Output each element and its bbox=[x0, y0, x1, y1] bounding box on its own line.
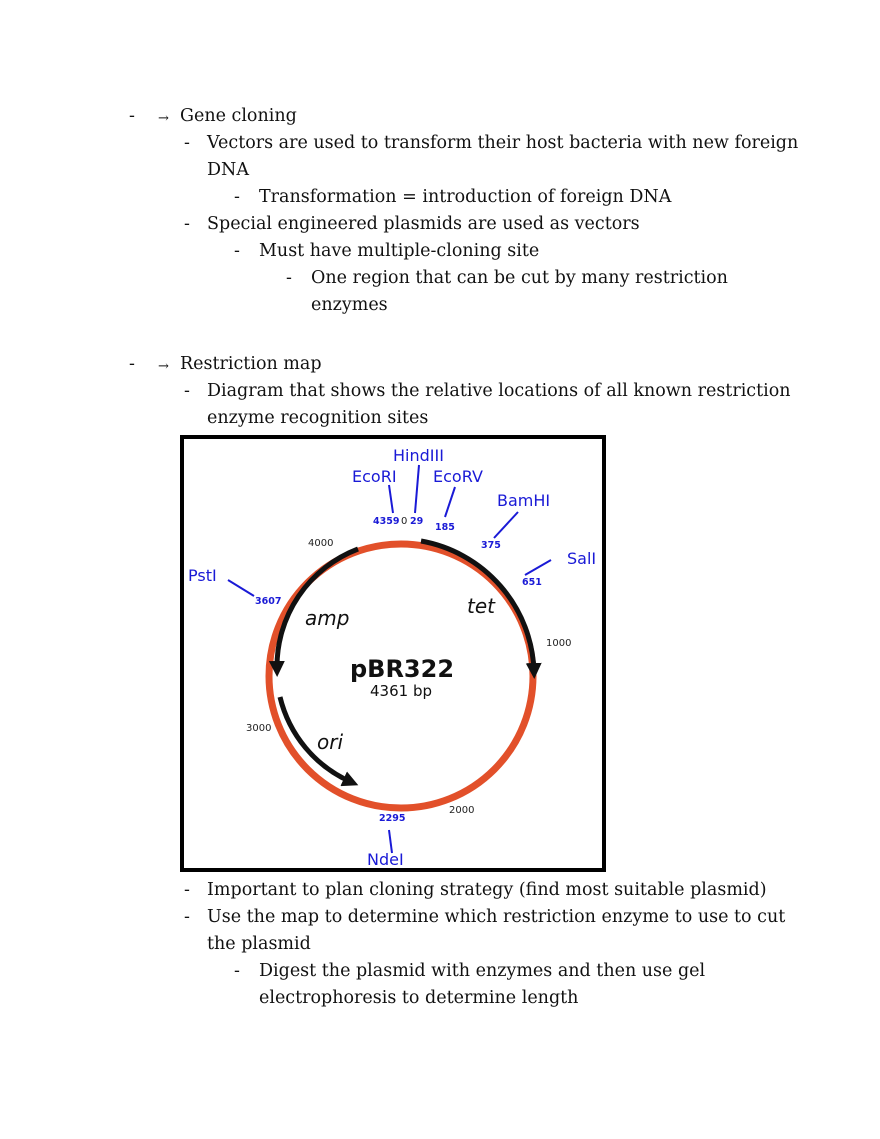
arrow-icon: → bbox=[158, 359, 169, 374]
text-line: Transformation = introduction of foreign DNA bbox=[259, 187, 672, 207]
enzyme-label-ndei: NdeI bbox=[367, 850, 404, 868]
zero-position-label: 0 bbox=[401, 516, 408, 527]
tick-label-1000: 1000 bbox=[546, 638, 572, 649]
ecori-leader bbox=[389, 485, 393, 513]
gene-label-tet: tet bbox=[467, 594, 495, 618]
bullet-dash: - bbox=[234, 187, 240, 207]
text-line: DNA bbox=[207, 160, 249, 180]
bullet-dash: - bbox=[129, 106, 135, 126]
bullet-dash: - bbox=[286, 268, 292, 288]
gene-label-ori: ori bbox=[317, 730, 344, 754]
enzyme-position-ndei: 2295 bbox=[379, 813, 406, 824]
text-line: electrophoresis to determine length bbox=[259, 988, 579, 1008]
enzyme-position-sali: 651 bbox=[522, 577, 542, 588]
ecorv-leader bbox=[445, 487, 455, 517]
text-line: Must have multiple-cloning site bbox=[259, 241, 540, 261]
text-line: the plasmid bbox=[207, 934, 311, 954]
text-line: enzyme recognition sites bbox=[207, 408, 429, 428]
text-line: Important to plan cloning strategy (find most suitable plasmid) bbox=[207, 880, 767, 900]
tick-label-4000: 4000 bbox=[308, 538, 334, 549]
gene-label-amp: amp bbox=[305, 606, 350, 630]
bullet-dash: - bbox=[184, 880, 190, 900]
hindiii-leader bbox=[415, 465, 419, 513]
bullet-dash: - bbox=[234, 961, 240, 981]
text-line: Use the map to determine which restriction enzyme to use to cut bbox=[207, 907, 786, 927]
psti-leader bbox=[228, 580, 254, 596]
text-line: One region that can be cut by many restriction bbox=[311, 268, 728, 288]
enzyme-position-hindiii: 29 bbox=[410, 516, 424, 527]
bullet-dash: - bbox=[184, 214, 190, 234]
enzyme-position-ecorv: 185 bbox=[435, 522, 455, 533]
enzyme-label-ecori: EcoRI bbox=[352, 467, 397, 486]
plasmid-map-diagram bbox=[180, 435, 606, 872]
bullet-dash: - bbox=[184, 907, 190, 927]
enzyme-label-hindiii: HindIII bbox=[393, 446, 444, 465]
text-line: Diagram that shows the relative locations of all known restriction bbox=[207, 381, 791, 401]
bullet-dash: - bbox=[184, 381, 190, 401]
arrow-icon: → bbox=[158, 111, 169, 126]
bullet-dash: - bbox=[129, 354, 135, 374]
enzyme-label-sali: SalI bbox=[567, 549, 597, 568]
enzyme-position-psti: 3607 bbox=[255, 596, 282, 607]
enzyme-label-psti: PstI bbox=[188, 566, 217, 585]
text-line: Digest the plasmid with enzymes and then use gel bbox=[259, 961, 706, 981]
text-line: Special engineered plasmids are used as vectors bbox=[207, 214, 640, 234]
tick-label-3000: 3000 bbox=[246, 723, 272, 734]
text-line: Vectors are used to transform their host bacteria with new foreign bbox=[207, 133, 799, 153]
sali-leader bbox=[525, 560, 551, 575]
enzyme-position-bamhi: 375 bbox=[481, 540, 501, 551]
bamhi-leader bbox=[494, 512, 518, 538]
enzyme-label-ecorv: EcoRV bbox=[433, 467, 483, 486]
tick-label-2000: 2000 bbox=[449, 805, 475, 816]
bullet-dash: - bbox=[184, 133, 190, 153]
section-heading-restriction-map: Restriction map bbox=[180, 354, 322, 374]
plasmid-name: pBR322 bbox=[349, 655, 455, 683]
enzyme-label-bamhi: BamHI bbox=[497, 491, 551, 510]
enzyme-position-ecori: 4359 bbox=[373, 516, 400, 527]
plasmid-map-svg bbox=[184, 439, 602, 868]
bullet-dash: - bbox=[234, 241, 240, 261]
section-heading-gene-cloning: Gene cloning bbox=[180, 106, 297, 126]
plasmid-size: 4361 bp bbox=[370, 682, 432, 700]
text-line: enzymes bbox=[311, 295, 388, 315]
